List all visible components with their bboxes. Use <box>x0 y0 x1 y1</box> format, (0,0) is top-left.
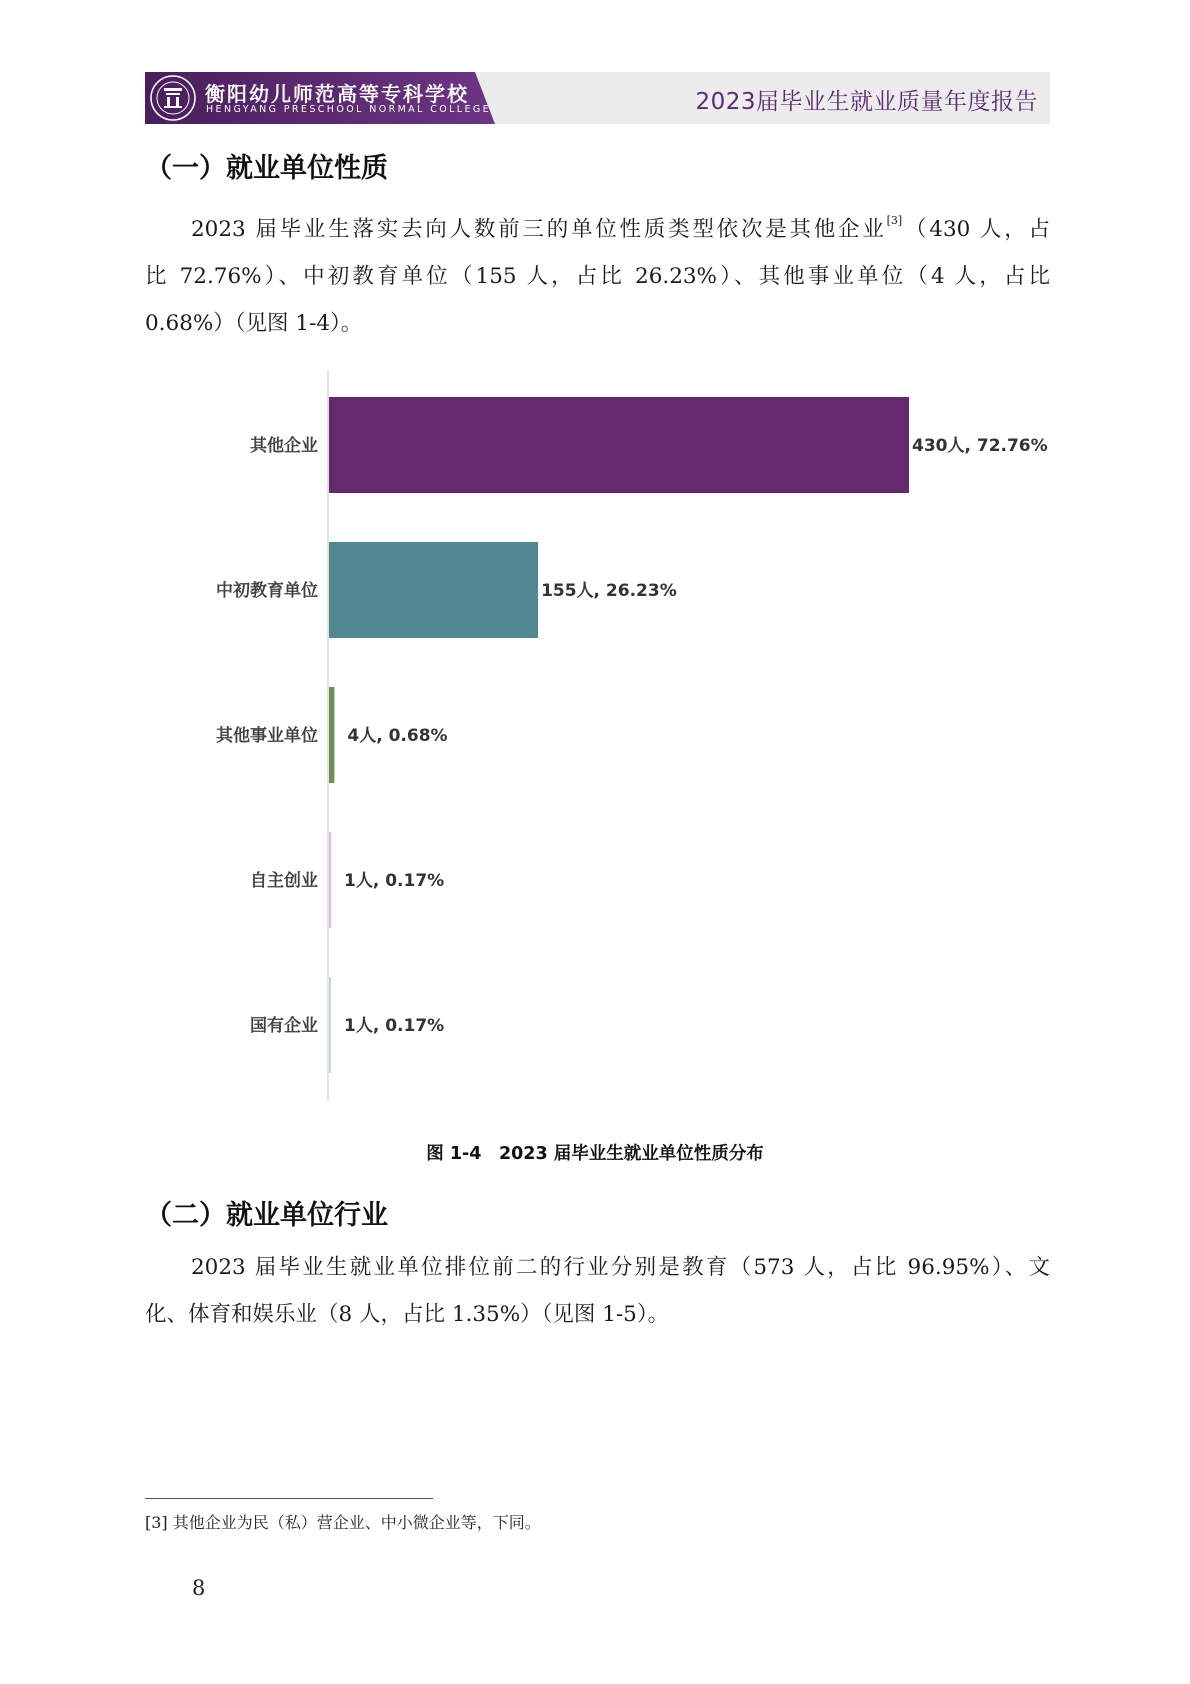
paragraph-line: 0.68%）（见图 1-4）。 <box>145 311 363 336</box>
chart-data-label: 4人, 0.68% <box>347 726 448 746</box>
section2-paragraph <box>145 1244 1050 1338</box>
page-number: 8 <box>192 1576 206 1600</box>
report-title: 2023届毕业生就业质量年度报告 <box>695 89 1038 115</box>
paragraph-line: 化、体育和娱乐业（8 人，占比 1.35%）（见图 1-5）。 <box>145 1302 670 1327</box>
figure-caption: 图 1-4 2023 届毕业生就业单位性质分布 <box>426 1144 764 1164</box>
chart-data-label: 1人, 0.17% <box>344 1016 445 1036</box>
paragraph-line: 比 72.76%）、中初教育单位（155 人，占比 26.23%）、其他事业单位（4 人，占比 <box>145 264 1050 289</box>
school-name-cn: 衡阳幼儿师范高等专科学校 <box>205 82 469 106</box>
chart-canvas <box>145 370 1050 1100</box>
chart-bar <box>329 832 331 928</box>
chart-category-label: 自主创业 <box>250 871 318 891</box>
footnote-ref[interactable]: [3] <box>886 214 903 227</box>
page-header <box>145 72 1050 124</box>
chart-category-label: 其他事业单位 <box>216 726 318 746</box>
footnote-divider <box>145 1498 433 1499</box>
chart-bar <box>329 977 331 1073</box>
chart-bar <box>329 687 334 783</box>
chart-data-label: 430人, 72.76% <box>912 436 1048 456</box>
chart-bar <box>329 542 538 638</box>
chart-data-label: 155人, 26.23% <box>541 581 677 601</box>
section-heading-industry: （二）就业单位行业 <box>145 1200 388 1231</box>
chart-category-label: 其他企业 <box>250 436 318 456</box>
school-name-en: HENGYANG PRESCHOOL NORMAL COLLEGE <box>206 104 492 115</box>
section1-paragraph <box>145 197 1050 347</box>
section-heading-unit-nature: （一）就业单位性质 <box>145 153 388 184</box>
chart-category-label: 中初教育单位 <box>216 581 318 601</box>
chart-category-label: 国有企业 <box>250 1016 318 1036</box>
bar-chart-unit-nature <box>145 370 1050 1100</box>
paragraph-line: 2023 届毕业生就业单位排位前二的行业分别是教育（573 人，占比 96.95%）、文 <box>191 1255 1050 1280</box>
paragraph-line: 2023 届毕业生落实去向人数前三的单位性质类型依次是其他企业[3]（430 人，占 <box>191 214 1050 242</box>
chart-data-label: 1人, 0.17% <box>344 871 445 891</box>
footnote: [3] 其他企业为民（私）营企业、中小微企业等，下同。 <box>145 1513 541 1532</box>
chart-bar <box>329 397 909 493</box>
